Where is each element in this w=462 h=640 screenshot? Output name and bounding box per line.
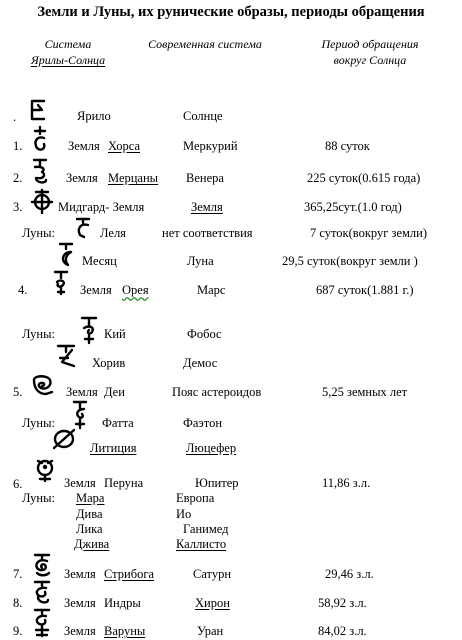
row-6-period: 11,86 з.л.	[322, 476, 371, 490]
moon-lititsia-name: Литиция	[90, 441, 137, 455]
midgard-rune-icon	[30, 188, 54, 214]
indra-rune-icon	[32, 580, 52, 606]
moon-dzhiva-name: Джива	[74, 537, 110, 551]
header-period-line2: вокруг Солнца	[333, 53, 407, 67]
row-5-name: Деи	[104, 385, 125, 399]
moon-mesyats-modern: Луна	[187, 254, 214, 268]
moons-label-perun: Луны:	[22, 491, 55, 505]
moon-diva-modern: Ио	[176, 507, 192, 521]
row-6-name: Перуна	[104, 476, 144, 490]
row-9-name: Варуны	[104, 624, 146, 638]
yarilo-rune-icon	[30, 100, 46, 120]
page-title: Земли и Луны, их рунические образы, периоды обращения	[37, 4, 425, 20]
row-7-period: 29,46 з.л.	[325, 567, 374, 581]
row-7-modern: Сатурн	[193, 567, 232, 581]
header-modern: Современная система	[148, 37, 262, 51]
row-5-modern: Пояс астероидов	[172, 385, 262, 399]
row-5-period: 5,25 земных лет	[322, 385, 408, 399]
moons-label-dei: Луны:	[22, 416, 55, 430]
mertsana-rune-icon	[32, 158, 50, 186]
row-5-num: 5.	[13, 385, 23, 399]
row-1-period: 88 суток	[325, 139, 370, 153]
row-1-num: 1.	[13, 139, 23, 153]
moon-lititsia-modern: Люцефер	[186, 441, 237, 455]
row-3-modern: Земля	[191, 200, 223, 214]
row-7-num: 7.	[13, 567, 23, 581]
moon-mesyats-name: Месяц	[82, 254, 117, 268]
moon-mara-modern: Европа	[176, 491, 215, 505]
row-6-num: 6.	[13, 477, 23, 491]
header-system-line1: Система	[44, 37, 92, 51]
moon-diva-name: Дива	[76, 507, 103, 521]
row-8-period: 58,92 з.л.	[318, 596, 367, 610]
dei-rune-icon	[32, 374, 54, 396]
row-9-prefix: Земля	[64, 624, 96, 638]
moon-fatta-modern: Фаэтон	[183, 416, 223, 430]
moon-dzhiva-modern: Каллисто	[176, 537, 227, 551]
moons-label-earth: Луны:	[22, 226, 55, 240]
row-sun-num: .	[13, 110, 17, 124]
row-3-name: Мидгард- Земля	[58, 200, 145, 214]
moon-khoriv-modern: Демос	[183, 356, 218, 370]
row-8-modern: Хирон	[195, 596, 230, 610]
moon-lelya-modern: нет соответствия	[162, 226, 253, 240]
row-4-prefix: Земля	[80, 283, 112, 297]
row-6-modern: Юпитер	[195, 476, 239, 490]
row-2-prefix: Земля	[66, 171, 98, 185]
row-4-name: Орея	[122, 283, 149, 297]
mesyats-rune-icon	[58, 242, 76, 268]
row-1-modern: Меркурий	[183, 139, 238, 153]
row-4-modern: Марс	[197, 283, 226, 297]
header-period-line1: Период обращения	[321, 37, 419, 51]
moon-khoriv-name: Хорив	[92, 356, 126, 370]
row-sun-name: Ярило	[77, 109, 111, 123]
moon-lika-name: Лика	[76, 522, 103, 536]
moon-kiy-name: Кий	[104, 327, 126, 341]
row-9-num: 9.	[13, 624, 23, 638]
row-6-prefix: Земля	[64, 476, 96, 490]
row-2-name: Мерцаны	[108, 171, 159, 185]
row-2-num: 2.	[13, 171, 23, 185]
row-8-name: Индры	[104, 596, 141, 610]
row-3-num: 3.	[13, 200, 23, 214]
header-system	[22, 36, 114, 68]
row-1-prefix: Земля	[68, 139, 100, 153]
row-2-period: 225 суток(0.615 года)	[307, 171, 421, 185]
fatta-rune-icon	[72, 400, 88, 430]
lititsia-rune-icon	[52, 429, 76, 449]
row-5-prefix: Земля	[66, 385, 98, 399]
khors-rune-icon	[32, 126, 48, 158]
perun-rune-icon	[34, 458, 56, 482]
kiy-rune-icon	[80, 316, 98, 344]
row-8-prefix: Земля	[64, 596, 96, 610]
row-4-num: 4.	[18, 283, 28, 297]
row-8-num: 8.	[13, 596, 23, 610]
varuna-rune-icon	[32, 608, 52, 638]
row-1-name: Хорса	[108, 139, 140, 153]
oreya-rune-icon	[52, 270, 70, 296]
moon-lika-modern: Ганимед	[183, 522, 229, 536]
header-period	[310, 36, 430, 68]
row-7-name: Стрибога	[104, 567, 155, 581]
row-9-period: 84,02 з.л.	[318, 624, 367, 638]
moon-lelya-period: 7 суток(вокруг земли)	[310, 226, 428, 240]
row-7-prefix: Земля	[64, 567, 96, 581]
moon-lelya-name: Леля	[100, 226, 126, 240]
khoriv-rune-icon	[56, 344, 78, 368]
moon-mara-name: Мара	[76, 491, 105, 505]
moons-label-orey: Луны:	[22, 327, 55, 341]
stribog-rune-icon	[32, 553, 52, 577]
row-9-modern: Уран	[197, 624, 224, 638]
moon-kiy-modern: Фобос	[187, 327, 222, 341]
header-system-line2: Ярилы-Солнца	[30, 53, 106, 67]
moon-mesyats-period: 29,5 суток(вокруг земли )	[282, 254, 418, 268]
row-sun-modern: Солнце	[183, 109, 223, 123]
row-4-period: 687 суток(1.881 г.)	[316, 283, 414, 297]
row-2-modern: Венера	[186, 171, 224, 185]
row-3-period: 365,25сут.(1.0 год)	[304, 200, 402, 214]
lelya-rune-icon	[74, 217, 92, 239]
moon-fatta-name: Фатта	[102, 416, 134, 430]
